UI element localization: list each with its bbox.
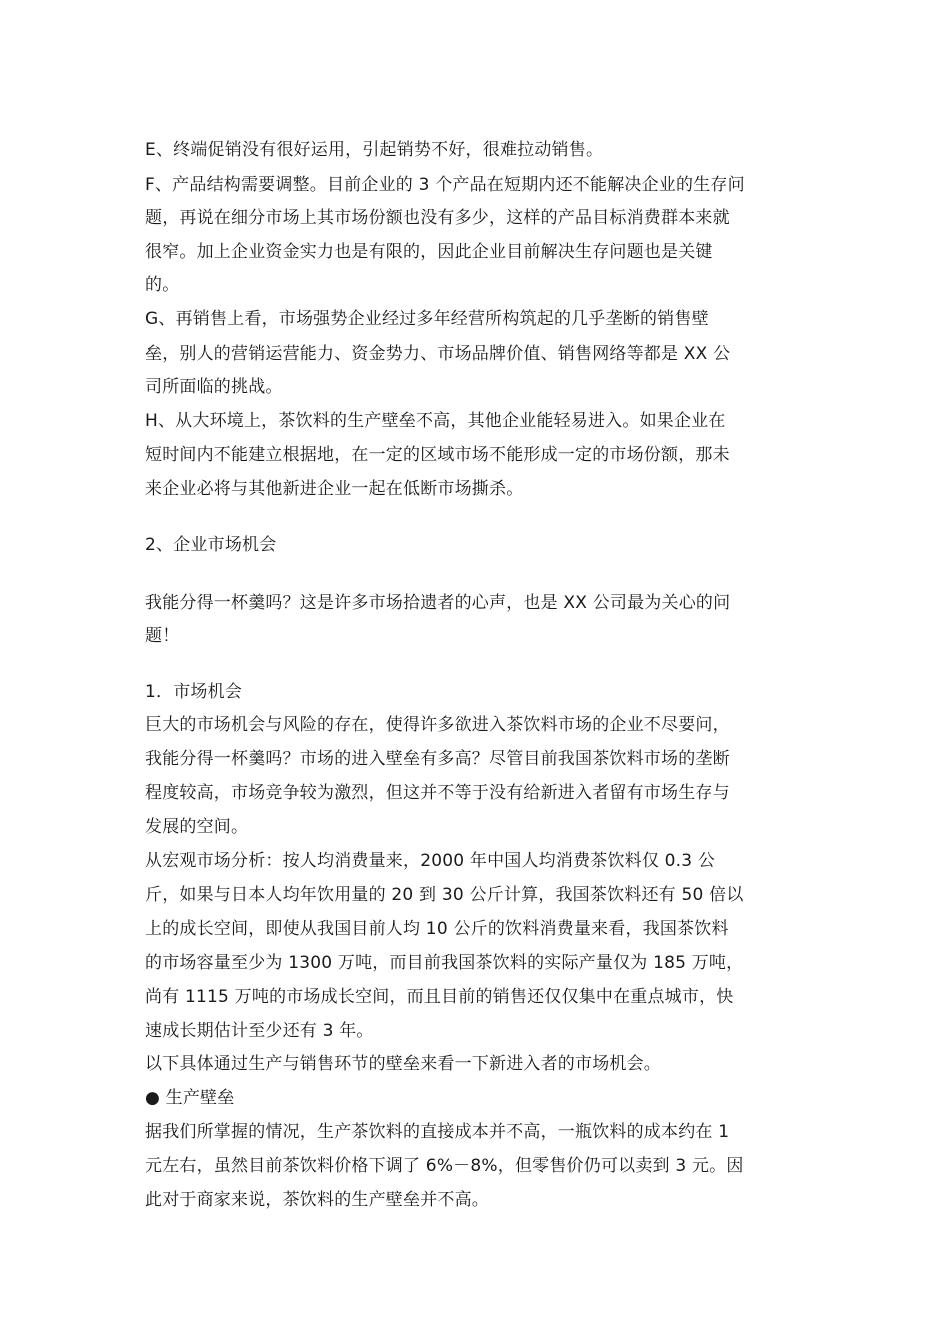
section-heading: 2、企业市场机会	[145, 535, 277, 555]
text-line: 程度较高，市场竞争较为激烈，但这并不等于没有给新进入者留有市场生存与	[145, 783, 730, 803]
text-line: 以下具体通过生产与销售环节的壁垒来看一下新进入者的市场机会。	[145, 1054, 661, 1074]
text-line: 司所面临的挑战。	[145, 377, 283, 397]
text-line: G、再销售上看，市场强势企业经过多年经营所构筑起的几乎垄断的销售壁	[145, 309, 709, 329]
text-line: 题，再说在细分市场上其市场份额也没有多少，这样的产品目标消费群本来就	[145, 208, 730, 228]
text-line: 斤，如果与日本人均年饮用量的 20 到 30 公斤计算，我国茶饮料还有 50 倍以	[145, 885, 744, 905]
text-line: F、产品结构需要调整。目前企业的 3 个产品在短期内还不能解决企业的生存问	[145, 175, 745, 195]
text-line: 来企业必将与其他新进企业一起在低断市场撕杀。	[145, 479, 524, 499]
text-line: 题！	[145, 626, 180, 646]
text-line: 上的成长空间，即使从我国目前人均 10 公斤的饮料消费量来看，我国茶饮料	[145, 919, 729, 939]
text-line: 的。	[145, 275, 180, 295]
text-line: 很窄。加上企业资金实力也是有限的，因此企业目前解决生存问题也是关键	[145, 242, 713, 262]
text-line: E、终端促销没有很好运用，引起销势不好，很难拉动销售。	[145, 140, 604, 160]
text-line: 速成长期估计至少还有 3 年。	[145, 1021, 374, 1041]
text-line: 尚有 1115 万吨的市场成长空间，而且目前的销售还仅仅集中在重点城市，快	[145, 987, 734, 1007]
text-line: 短时间内不能建立根据地，在一定的区域市场不能形成一定的市场份额，那未	[145, 445, 730, 465]
subsection-heading: 1．市场机会	[145, 682, 243, 702]
text-line: 巨大的市场机会与风险的存在，使得许多欲进入茶饮料市场的企业不尽要问，	[145, 715, 730, 735]
text-line: 从宏观市场分析：按人均消费量来，2000 年中国人均消费茶饮料仅 0.3 公	[145, 851, 716, 871]
text-line: 元左右，虽然目前茶饮料价格下调了 6%－8%，但零售价仍可以卖到 3 元。因	[145, 1156, 744, 1176]
text-line: 此对于商家来说，茶饮料的生产壁垒并不高。	[145, 1190, 489, 1210]
bullet-heading: ● 生产壁垒	[145, 1088, 235, 1108]
text-line: 的市场容量至少为 1300 万吨，而目前我国茶饮料的实际产量仅为 185 万吨，	[145, 953, 744, 973]
text-line: 据我们所掌握的情况，生产茶饮料的直接成本并不高，一瓶饮料的成本约在 1	[145, 1122, 730, 1142]
text-line: 我能分得一杯羹吗？市场的进入壁垒有多高？尽管目前我国茶饮料市场的垄断	[145, 749, 730, 769]
text-line: H、从大环境上，茶饮料的生产壁垒不高，其他企业能轻易进入。如果企业在	[145, 411, 726, 431]
text-line: 垒，别人的营销运营能力、资金势力、市场品牌价值、销售网络等都是 XX 公	[145, 344, 731, 364]
text-line: 我能分得一杯羹吗？这是许多市场拾遗者的心声，也是 XX 公司最为关心的问	[145, 593, 731, 613]
text-line: 发展的空间。	[145, 817, 249, 837]
